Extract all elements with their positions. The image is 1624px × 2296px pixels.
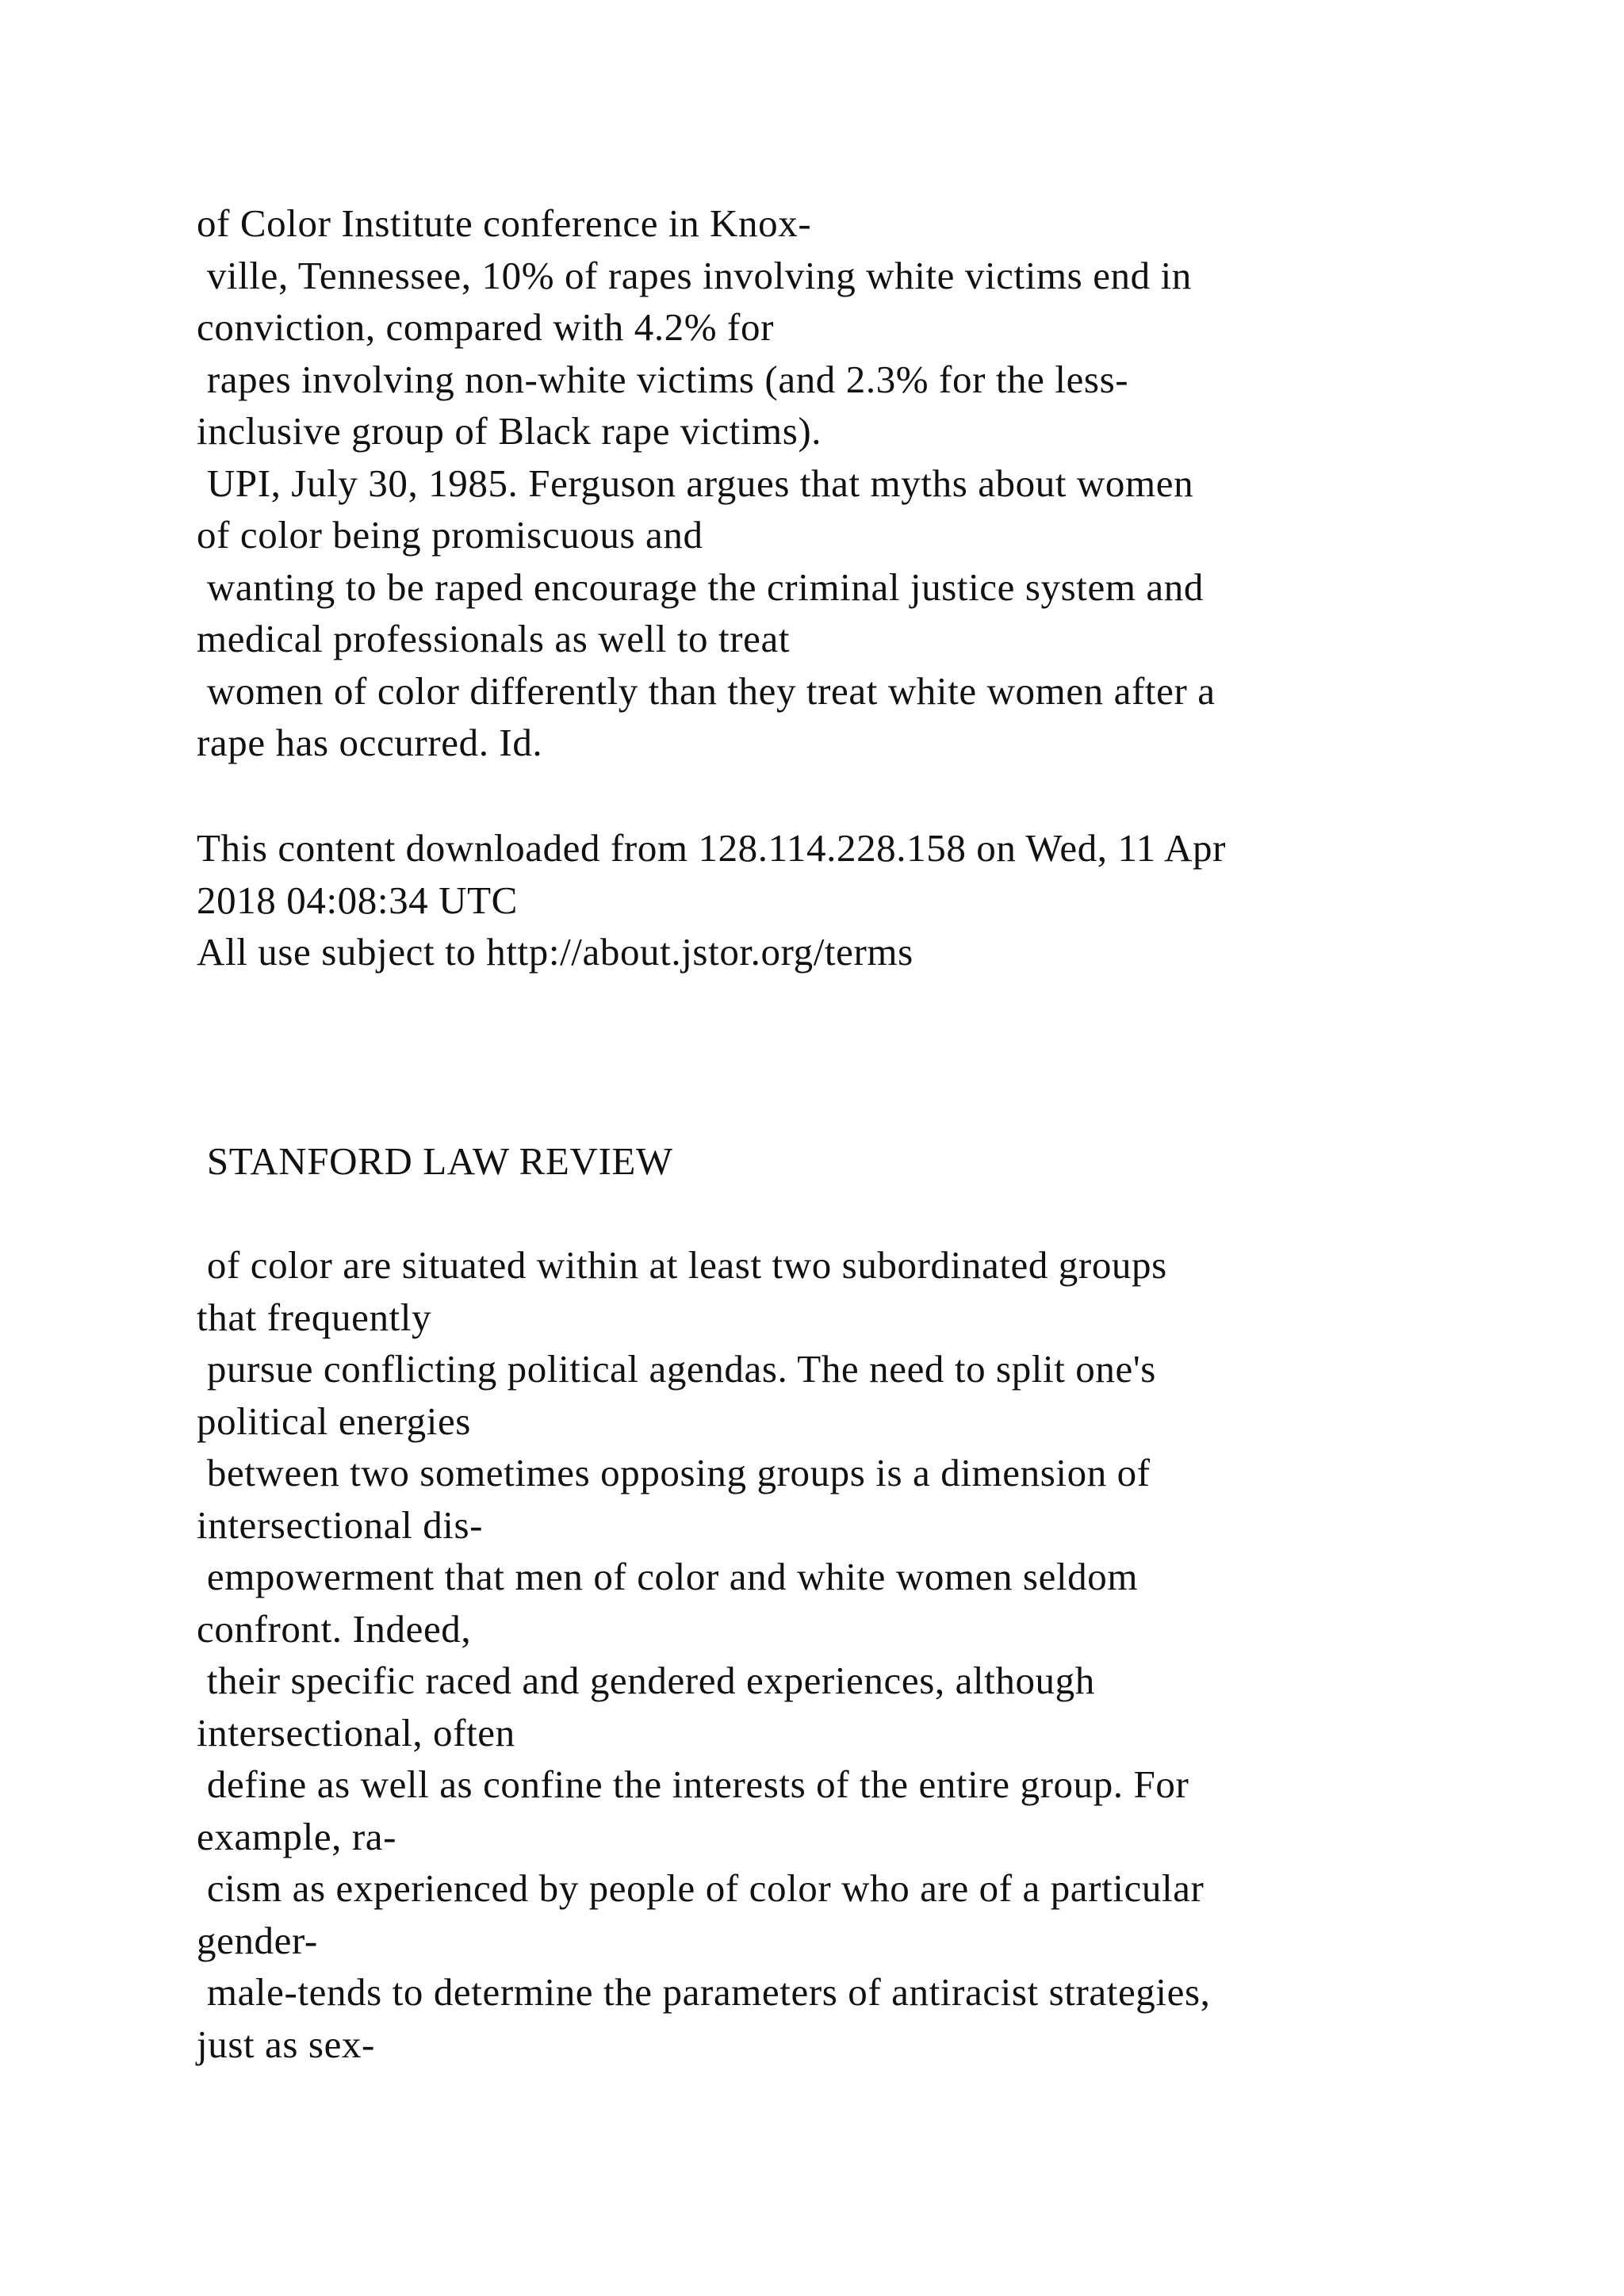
body-line: example, ra- <box>197 1814 397 1858</box>
footnote-text <box>197 197 1561 769</box>
journal-title: STANFORD LAW REVIEW <box>197 1139 673 1183</box>
body-line: intersectional dis- <box>197 1502 484 1547</box>
footnote-line: conviction, compared with 4.2% for <box>197 305 774 349</box>
jstor-notice-line: 2018 04:08:34 UTC <box>197 878 518 922</box>
body-line: define as well as confine the interests of the entire group. For <box>197 1762 1189 1806</box>
body-line: their specific raced and gendered experiences, although <box>197 1659 1095 1702</box>
footnote-line: UPI, July 30, 1985. Ferguson argues that myths about women <box>197 461 1194 505</box>
footnote-line: rapes involving non-white victims (and 2.3% for the less- <box>197 357 1129 401</box>
footnote-line: ville, Tennessee, 10% of rapes involving white victims end in <box>197 253 1192 297</box>
footnote-line: of color being promiscuous and <box>197 513 703 557</box>
body-text <box>197 1239 1561 2070</box>
body-line: male-tends to determine the parameters of antiracist strategies, <box>197 1970 1211 2014</box>
body-line: pursue conflicting political agendas. The need to split one's <box>197 1347 1156 1391</box>
jstor-terms-line: All use subject to http://about.jstor.org/terms <box>197 930 914 974</box>
footnote-line: women of color differently than they treat white women after a <box>197 668 1216 713</box>
body-line: that frequently <box>197 1295 432 1339</box>
footnote-line: inclusive group of Black rape victims). <box>197 409 822 453</box>
body-line: empowerment that men of color and white women seldom <box>197 1555 1139 1598</box>
footnote-line: wanting to be raped encourage the criminal justice system and <box>197 564 1204 609</box>
footnote-line: of Color Institute conference in Knox- <box>197 201 812 245</box>
jstor-notice-line: This content downloaded from 128.114.228.158 on Wed, 11 Apr <box>197 826 1227 870</box>
body-line: gender- <box>197 1918 318 1962</box>
body-line: just as sex- <box>197 2022 375 2066</box>
body-line: of color are situated within at least two subordinated groups <box>197 1243 1167 1287</box>
body-line: confront. Indeed, <box>197 1606 472 1651</box>
jstor-download-notice <box>197 822 1561 978</box>
body-line: political energies <box>197 1399 471 1443</box>
body-line: intersectional, often <box>197 1710 515 1755</box>
footnote-line: rape has occurred. Id. <box>197 721 543 764</box>
body-line: between two sometimes opposing groups is a dimension of <box>197 1451 1151 1494</box>
body-line: cism as experienced by people of color who are of a particular <box>197 1866 1205 1910</box>
footnote-line: medical professionals as well to treat <box>197 617 791 660</box>
running-header <box>197 1135 1561 1188</box>
